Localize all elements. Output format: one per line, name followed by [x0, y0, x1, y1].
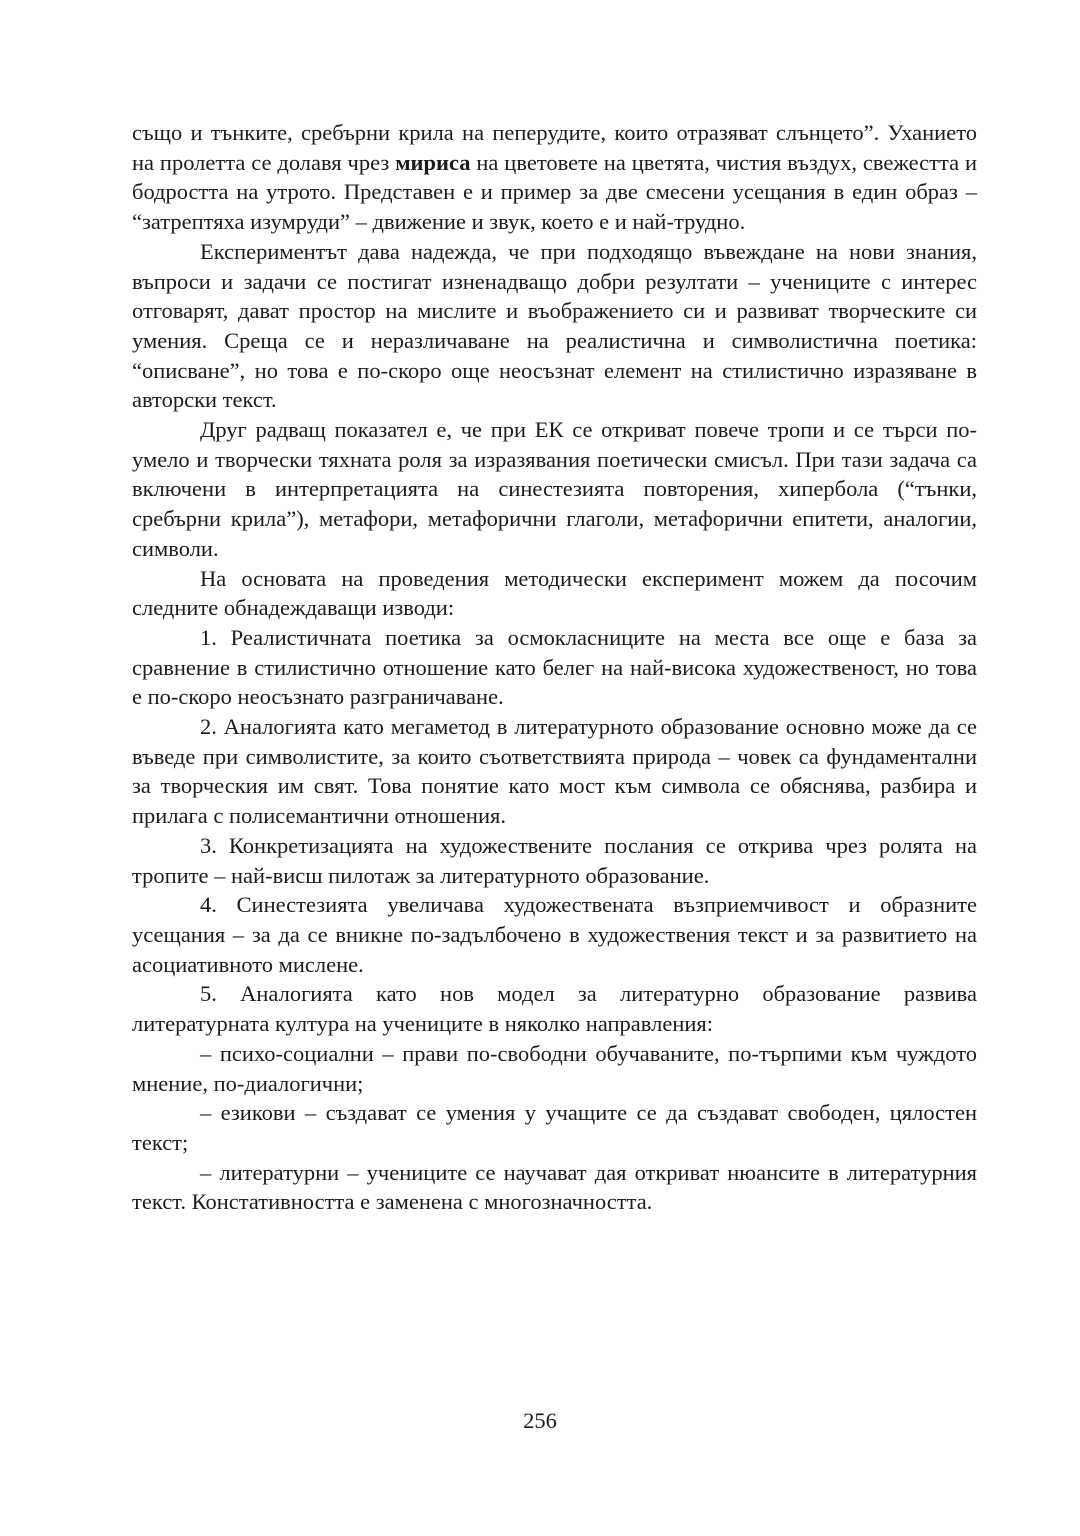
paragraph-conclusions-intro: На основата на проведения методически експеримент можем да посочим следните обнадеждаващи изводи: — [132, 565, 977, 621]
paragraph-text: на цветовете на цветята, чистия въздух, свежестта и бодростта на утрото. Представен е и пример за две смесени усещания в един образ – “затрептяха изумруди” – движение и звук, което е и най-трудно. — [132, 149, 977, 235]
conclusion-item: 4. Синестезията увеличава художествената възприемчивост и образните усещания – за да се вникне по-задълбочено в художествения текст и за развитието на асоциативното мислене. — [132, 892, 977, 977]
bold-term: мириса — [395, 149, 471, 175]
conclusion-item: 5. Аналогията като нов модел за литературно образование развива литературната култура на учениците в няколко направления: — [132, 981, 977, 1037]
paragraph-indicator: Друг радващ показател е, че при ЕК се откриват повече тропи и се търси по-умело и творчески тяхната роля за изразявания поетически смисъл. При тази задача са включени в интерпретацията на синестезията повторения, хипербола (“тънки, сребърни крила”), метафори, метафорични глаголи, метафорични епитети, аналогии, символи. — [132, 417, 977, 561]
conclusion-item: 1. Реалистичната поетика за осмокласниците на места все още е база за сравнение в стилистично отношение като белег на най-висока художественост, но това е по-скоро неосъзнато разграничаване. — [132, 624, 977, 710]
paragraph-continued — [132, 118, 977, 237]
direction-item: – литературни – учениците се научават дая откриват нюансите в литературния текст. Констативността е заменена с многозначността. — [132, 1159, 977, 1215]
page-number: 256 — [523, 1408, 557, 1433]
body-text — [132, 118, 977, 1217]
paragraph-text: също и тънките, сребърни крила на пеперудите, които отразяват слънцето”. Уханието на пролетта се долавя чрез — [132, 120, 977, 175]
paragraph-experiment: Експериментът дава надежда, че при подходящо въвеждане на нови знания, въпроси и задачи се постигат изненадващо добри резултати – учениците с интерес отговарят, дават простор на мислите и въображението си и развиват творческите си умения. Среща се и неразличаване на реалистична и символистична поетика: “описване”, но това е по-скоро още неосъзнат елемент на стилистично изразяване в авторски текст. — [132, 238, 977, 413]
conclusion-item: 2. Аналогията като мегаметод в литературното образование основно може да се въведе при символистите, за които съответствията природа – човек са фундаментални за творческия им свят. Това понятие като мост към символа се обяснява, разбира и прилага с полисемантични отношения. — [132, 714, 977, 829]
direction-item: – психо-социални – прави по-свободни обучаваните, по-търпими към чуждото мнение, по-диалогични; — [132, 1040, 977, 1096]
direction-item: – езикови – създават се умения у учащите се да създават свободен, цялостен текст; — [132, 1100, 977, 1155]
conclusion-item: 3. Конкретизацията на художествените послания се открива чрез ролята на тропите – най-висш пилотаж за литературното образование. — [132, 832, 977, 888]
